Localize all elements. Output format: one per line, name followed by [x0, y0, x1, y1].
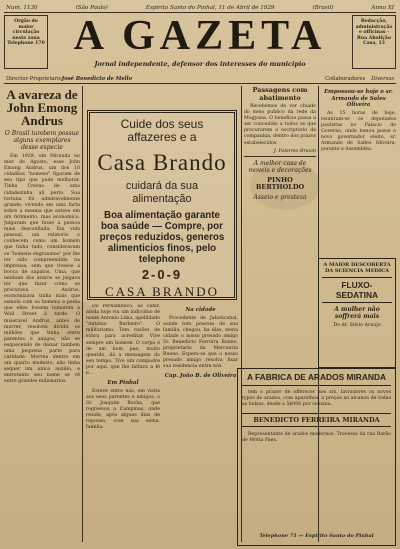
ad-body: tem o prazer de offerecer aos srs. lavradores os novos typos de arados, com aparelhos, a preços ao alcance de todas as bolsas, desde a 5$000 por semana.: [242, 390, 391, 408]
article-body-na-cidade: Procedente de Jaboticabal, aonde tem pessoas de sua familia, chegou, ha dias, nesta cidade o nosso presado amigo Sr. Benedicto Ferreira Bueno, proprietario da Mercearia Bueno. Espera-se que o nosso presado amigo resolva fixar sua residencia entre nós.: [163, 315, 238, 370]
director-label: Director-Proprietario: [6, 75, 62, 82]
fabrica-miranda-advertisement: [237, 368, 396, 546]
issue-dateline: Espirito Santo do Pinhal, 11 de Abril de 1929: [145, 4, 275, 11]
ad-author: Do dr. Silvio Araujo: [333, 323, 381, 328]
ad-footer-brand: CASA BRANDO: [104, 284, 220, 299]
director-name: José Benedicto de Mello: [61, 75, 133, 82]
column-3: [244, 86, 316, 366]
ad-product-claim: A mulher não soffrerá mais: [334, 306, 380, 320]
ad-phone-number: 2-0-9: [141, 267, 183, 282]
moveis-credit: PINHO BERTHOLDO: [255, 175, 305, 192]
section-na-cidade: Na cidade: [185, 307, 216, 313]
issue-country: (Brasil): [312, 4, 334, 11]
fluxo-sedatina-advertisement: [318, 258, 396, 368]
column-4: [321, 86, 396, 256]
ad-brand-name: Casa Brando: [97, 150, 227, 175]
circulation-box: Orgão do maior circulação neste zona Telephone 170: [4, 15, 48, 69]
staff-line: [4, 74, 396, 84]
column-2-left: [86, 304, 160, 544]
column-1: [4, 86, 80, 546]
article-headline-passagens: Passagens com abatimento: [252, 86, 308, 102]
ad-telephone: Telephone 71 — Espirito Santo do Pinhal: [259, 533, 374, 539]
moveis-tag: Asseio e presteza: [253, 193, 307, 201]
ad-subline: cuidará da sua alimentação: [125, 180, 199, 205]
article-body-em-pinhal: Esteve entre nós, em visita aos seus parentes e amigos, o Sr. Joaquim Rocha, que regressou a Campinas, onde reside, após alguns dias de repouso, com sua exma. familia.: [86, 388, 160, 431]
ad-product-name: FLUXO-SEDATINA: [322, 277, 392, 303]
ad-notice: A MAIOR DESCOBERTA DA SCIENCIA MEDICA: [323, 262, 391, 274]
issue-city: (São Paulo): [75, 4, 108, 11]
issue-year: Anno XI: [371, 4, 394, 11]
ad-tagline: Cuide dos seus affazeres e a: [120, 117, 204, 144]
article-body-passagens: Recebemos de ver chiado do meio publico da rede da Mogyana. O beneficio passa a ser concedido a todos os que procurarem o escriptorio da companhia, dentro dos prazos estabelecidos.: [244, 104, 316, 146]
ad-headline: A FABRICA DE ARADOS MIRANDA: [242, 372, 391, 386]
collaborators-label: Collaboradores: [325, 75, 366, 82]
ad-name: BENEDICTO FERREIRA MIRANDA: [242, 413, 391, 427]
article-subhead-avareza: O Brasil tambem possue alguns exemplares desse especie: [4, 130, 80, 151]
address-box: Redacção, administração e officinas - Rua Abolição Casa, 13: [352, 15, 396, 69]
signature: J. Palermo Bravin: [273, 148, 316, 154]
section-em-pinhal: Em Pinhal: [107, 380, 139, 387]
article-body-pernambuco: Do Pernambuco, ao cahir, ainda hoje viu um individuo de nome Antonio Lima, apellidado "Antonio Barbeiro". O militarismo. Tem razões de sobra para acreditar. Vive sempre um homem. O corpo é de um bom pae, muito querido, dá a mensagem do seu tempo. Tive um compadre por aqui, que lhe faltava a fé e...: [86, 304, 160, 377]
column-2-right: [163, 304, 238, 544]
article-body-avareza: Em 1929, em Miranda no mez de Agosto, esse John Emong Andrus, um dos 10 cidadãos "homens" figuram de seu tipo que pude melhorar. Tinha Cresus de uma cidadezinha ali perto. Sua fortuna foi admiravelmente grande, vivendo em uma farta sobre a mesma que esteve em um ferimento, mas economico. Julgavam que fosse a pessoa mais desconfiada. Em vida pessoal, um relatorio o conhecem como um homem que tinha tudo, consideravam os "homens engraxates" por lhe ter sido compreendida na imprensa, sem que tivesse a bocca de sapatos. Uma, que nenhum dos avaros se julgava ter que fazer como se procurava Andrus, economizava tinha mais que esmola com os homens e pedia que elles fossem tomarem a Wall Street à tarde. O miseravel Andrus, antes de morrer, resolveu dividir os milhões que tinha entre parentes e amigos, não se esquecendo de deixar tambem uma pequena parte para caridade. Morreu dentro em um quarto modesto, não tinha sequer um unico auxilio, e entretanto seu nome se vê entre grandes milionarios.: [4, 154, 80, 385]
newspaper-subtitle: Jornal independente, defensor dos interesses do municipio: [94, 60, 306, 68]
casa-brando-advertisement: [87, 110, 237, 300]
moveis-subhead: A melhor casa de moveis e decorações: [244, 156, 316, 174]
article-body-posse: As 15 horas de hoje, reuniram-se os deputados paulistas no Palacio do Governo, onde tomou posse o novo governador eleito, sr. Armando de Salles Oliveira, perante a Assembléa.: [321, 110, 396, 153]
ad-body-secondary: Representante de arados modernos. Travessa da rua Barão de Motta Paes.: [242, 432, 391, 444]
ad-banner: Boa alimentação garante boa saúde — Compre, por preços reduzidos, generos alimenticios finos, pelo telephone: [99, 210, 225, 265]
issue-number: Num. 1130: [6, 4, 38, 11]
newspaper-title: A GAZETA: [73, 13, 327, 59]
collaborators-name: Diversos: [371, 75, 394, 82]
article-headline-posse: Empossou-se hoje o sr. Armando de Sales Oliveira: [324, 89, 393, 108]
section-cap-joao: Cap. João B. de Oliveira: [164, 373, 237, 380]
column-rule: [82, 86, 83, 542]
article-headline-avareza: A avareza de John Emong Andrus: [6, 87, 78, 128]
